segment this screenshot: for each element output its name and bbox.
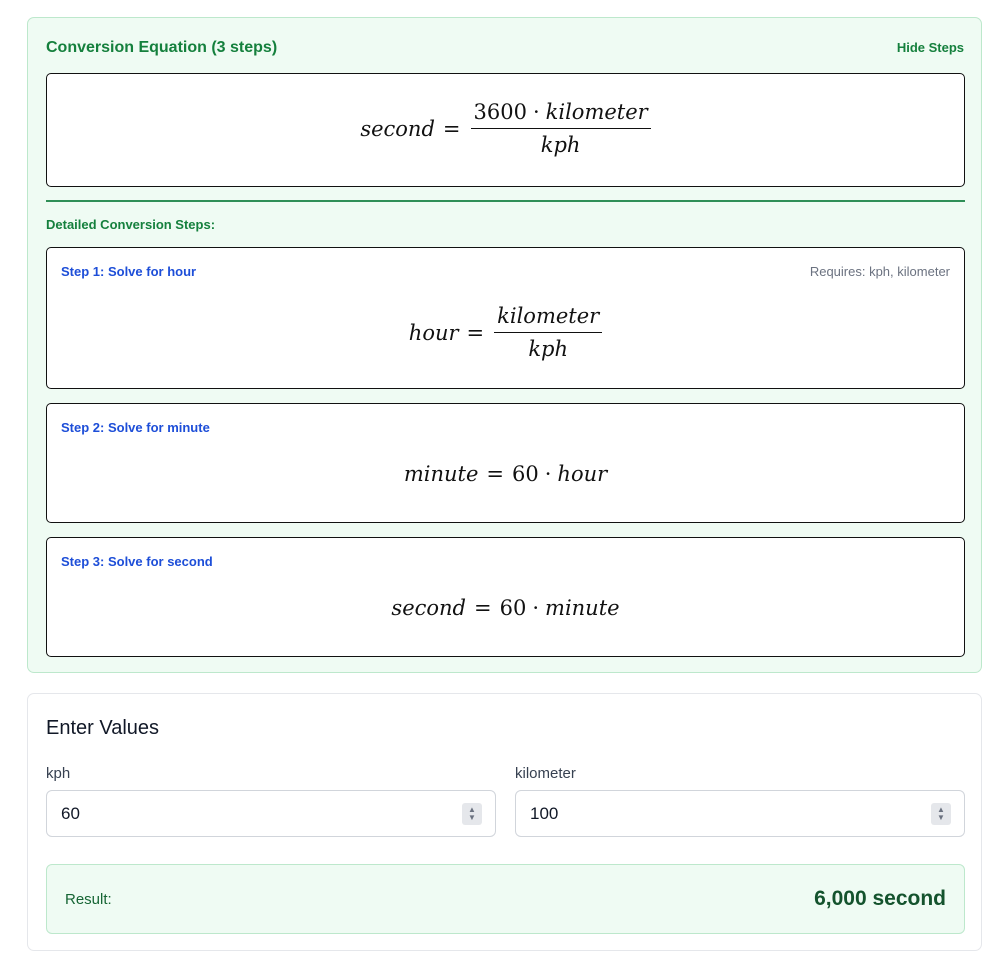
kilometer-input-value[interactable]: 100 <box>530 804 559 823</box>
step-3-var: minute <box>545 596 620 620</box>
result-value: 6,000 second <box>814 887 946 910</box>
step-1-label: Step 1: Solve for hour <box>61 264 197 279</box>
main-eq-fraction <box>471 100 651 157</box>
chevron-down-icon[interactable]: ▼ <box>468 813 476 822</box>
enter-values-panel <box>27 693 982 951</box>
main-eq-dot: · <box>532 100 540 124</box>
chevron-down-icon[interactable]: ▼ <box>937 813 945 822</box>
main-equation-box <box>46 73 965 187</box>
chevron-up-icon[interactable]: ▲ <box>937 805 945 814</box>
result-label: Result: <box>65 891 112 908</box>
step-1-numerator: kilometer <box>494 304 602 333</box>
hide-steps-button[interactable]: Hide Steps <box>896 40 964 55</box>
step-3-label: Step 3: Solve for second <box>61 554 213 569</box>
conversion-equation-panel <box>27 17 982 673</box>
step-2-var: hour <box>557 462 608 486</box>
step-2-dot: · <box>544 462 552 486</box>
kph-label: kph <box>46 765 71 782</box>
step-3-equation <box>47 596 964 620</box>
step-3-equals: = <box>474 596 492 620</box>
kilometer-input[interactable] <box>515 790 965 837</box>
main-eq-coefficient: 3600 <box>473 100 527 124</box>
kilometer-label: kilometer <box>515 765 576 782</box>
step-3-dot: · <box>532 596 540 620</box>
step-2-coefficient: 60 <box>512 462 539 486</box>
step-3-lhs: second <box>391 596 466 620</box>
kph-stepper[interactable] <box>462 803 482 825</box>
step-1-equation <box>47 304 964 361</box>
step-2-label: Step 2: Solve for minute <box>61 420 210 435</box>
step-1-denominator: kph <box>528 337 569 361</box>
step-card-1 <box>46 247 965 389</box>
result-box <box>46 864 965 934</box>
step-1-requires: Requires: kph, kilometer <box>809 264 950 279</box>
step-1-fraction <box>494 304 602 361</box>
step-1-lhs: hour <box>408 320 459 345</box>
main-eq-numerator <box>471 100 651 129</box>
step-2-equals: = <box>486 462 504 486</box>
steps-heading: Detailed Conversion Steps: <box>46 217 216 232</box>
main-eq-num-var: kilometer <box>545 100 648 124</box>
step-3-coefficient: 60 <box>499 596 527 620</box>
main-equation <box>47 100 964 157</box>
main-eq-denominator: kph <box>540 133 581 157</box>
step-card-3 <box>46 537 965 657</box>
step-2-lhs: minute <box>403 462 479 486</box>
step-1-equals: = <box>466 320 485 345</box>
equation-panel-title: Conversion Equation (3 steps) <box>46 39 278 56</box>
section-divider <box>46 200 965 202</box>
step-2-equation <box>47 462 964 486</box>
kph-input[interactable] <box>46 790 496 837</box>
chevron-up-icon[interactable]: ▲ <box>468 805 476 814</box>
kilometer-stepper[interactable] <box>931 803 951 825</box>
kph-input-value[interactable]: 60 <box>61 804 80 823</box>
values-panel-title: Enter Values <box>46 717 160 739</box>
step-card-2 <box>46 403 965 523</box>
main-eq-lhs: second <box>360 116 435 141</box>
main-eq-equals: = <box>442 116 461 141</box>
